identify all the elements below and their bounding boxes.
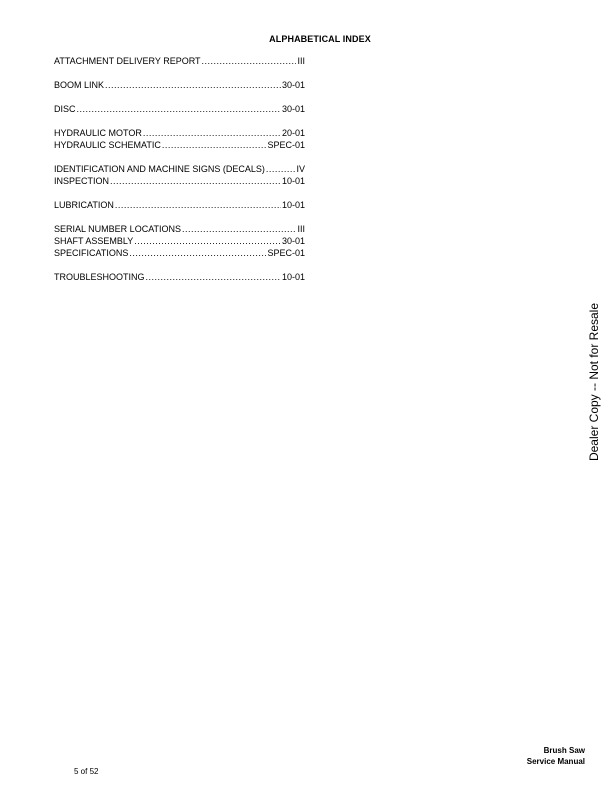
index-entry-page: SPEC-01 [267, 140, 305, 150]
index-entry-page: 20-01 [281, 128, 305, 138]
index-group [54, 127, 305, 151]
index-group [54, 55, 305, 67]
index-entry-name: HYDRAULIC MOTOR [54, 128, 142, 138]
index-group [54, 271, 305, 283]
index-entry [54, 139, 305, 151]
index-entry-page: 10-01 [281, 176, 305, 186]
index-entry [54, 163, 305, 175]
index-entry-name: HYDRAULIC SCHEMATIC [54, 140, 161, 150]
index-entry [54, 55, 305, 67]
index-group [54, 223, 305, 259]
index-entry-page: 10-01 [281, 272, 305, 282]
dot-leader [146, 271, 281, 283]
index-entry-name: TROUBLESHOOTING [54, 272, 145, 282]
index-group [54, 103, 305, 115]
page-count: 5 of 52 [74, 767, 99, 776]
index-entry-name: ATTACHMENT DELIVERY REPORT [54, 56, 201, 66]
dot-leader [182, 223, 296, 235]
index-entry [54, 235, 305, 247]
manual-title-line-1: Brush Saw [543, 746, 585, 755]
index-entry-name: DISC [54, 104, 76, 114]
index-entry [54, 103, 305, 115]
index-entry [54, 223, 305, 235]
index-entry-page: 30-01 [281, 236, 305, 246]
index-group [54, 163, 305, 187]
index-entry [54, 247, 305, 259]
index-entry [54, 79, 305, 91]
dot-leader [110, 175, 281, 187]
index-entry-page: 10-01 [281, 200, 305, 210]
alphabetical-index [54, 55, 305, 295]
index-entry-page: IV [296, 164, 305, 174]
dot-leader [115, 199, 281, 211]
dot-leader [134, 235, 281, 247]
index-entry [54, 199, 305, 211]
index-entry-page: III [297, 56, 305, 66]
index-entry-name: SHAFT ASSEMBLY [54, 236, 134, 246]
index-entry-name: INSPECTION [54, 176, 110, 186]
dot-leader [105, 79, 281, 91]
index-group [54, 79, 305, 91]
index-entry-name: LUBRICATION [54, 200, 114, 210]
index-entry [54, 175, 305, 187]
dot-leader [202, 55, 297, 67]
index-entry-page: 30-01 [281, 104, 305, 114]
index-entry [54, 127, 305, 139]
dealer-copy-watermark: Dealer Copy -- Not for Resale [587, 302, 601, 462]
index-entry-name: IDENTIFICATION AND MACHINE SIGNS (DECALS) [54, 164, 265, 174]
dot-leader [162, 139, 267, 151]
index-entry-name: SERIAL NUMBER LOCATIONS [54, 224, 182, 234]
dot-leader [143, 127, 281, 139]
index-entry-name: SPECIFICATIONS [54, 248, 129, 258]
index-entry-page: III [297, 224, 305, 234]
index-entry-page: 30-01 [281, 80, 305, 90]
index-entry [54, 271, 305, 283]
manual-title [527, 745, 585, 767]
page-title: ALPHABETICAL INDEX [269, 34, 371, 44]
index-group [54, 199, 305, 211]
dot-leader [77, 103, 281, 115]
dot-leader [266, 163, 296, 175]
index-entry-page: SPEC-01 [267, 248, 305, 258]
index-entry-name: BOOM LINK [54, 80, 105, 90]
dot-leader [129, 247, 266, 259]
manual-title-line-2: Service Manual [526, 757, 585, 766]
